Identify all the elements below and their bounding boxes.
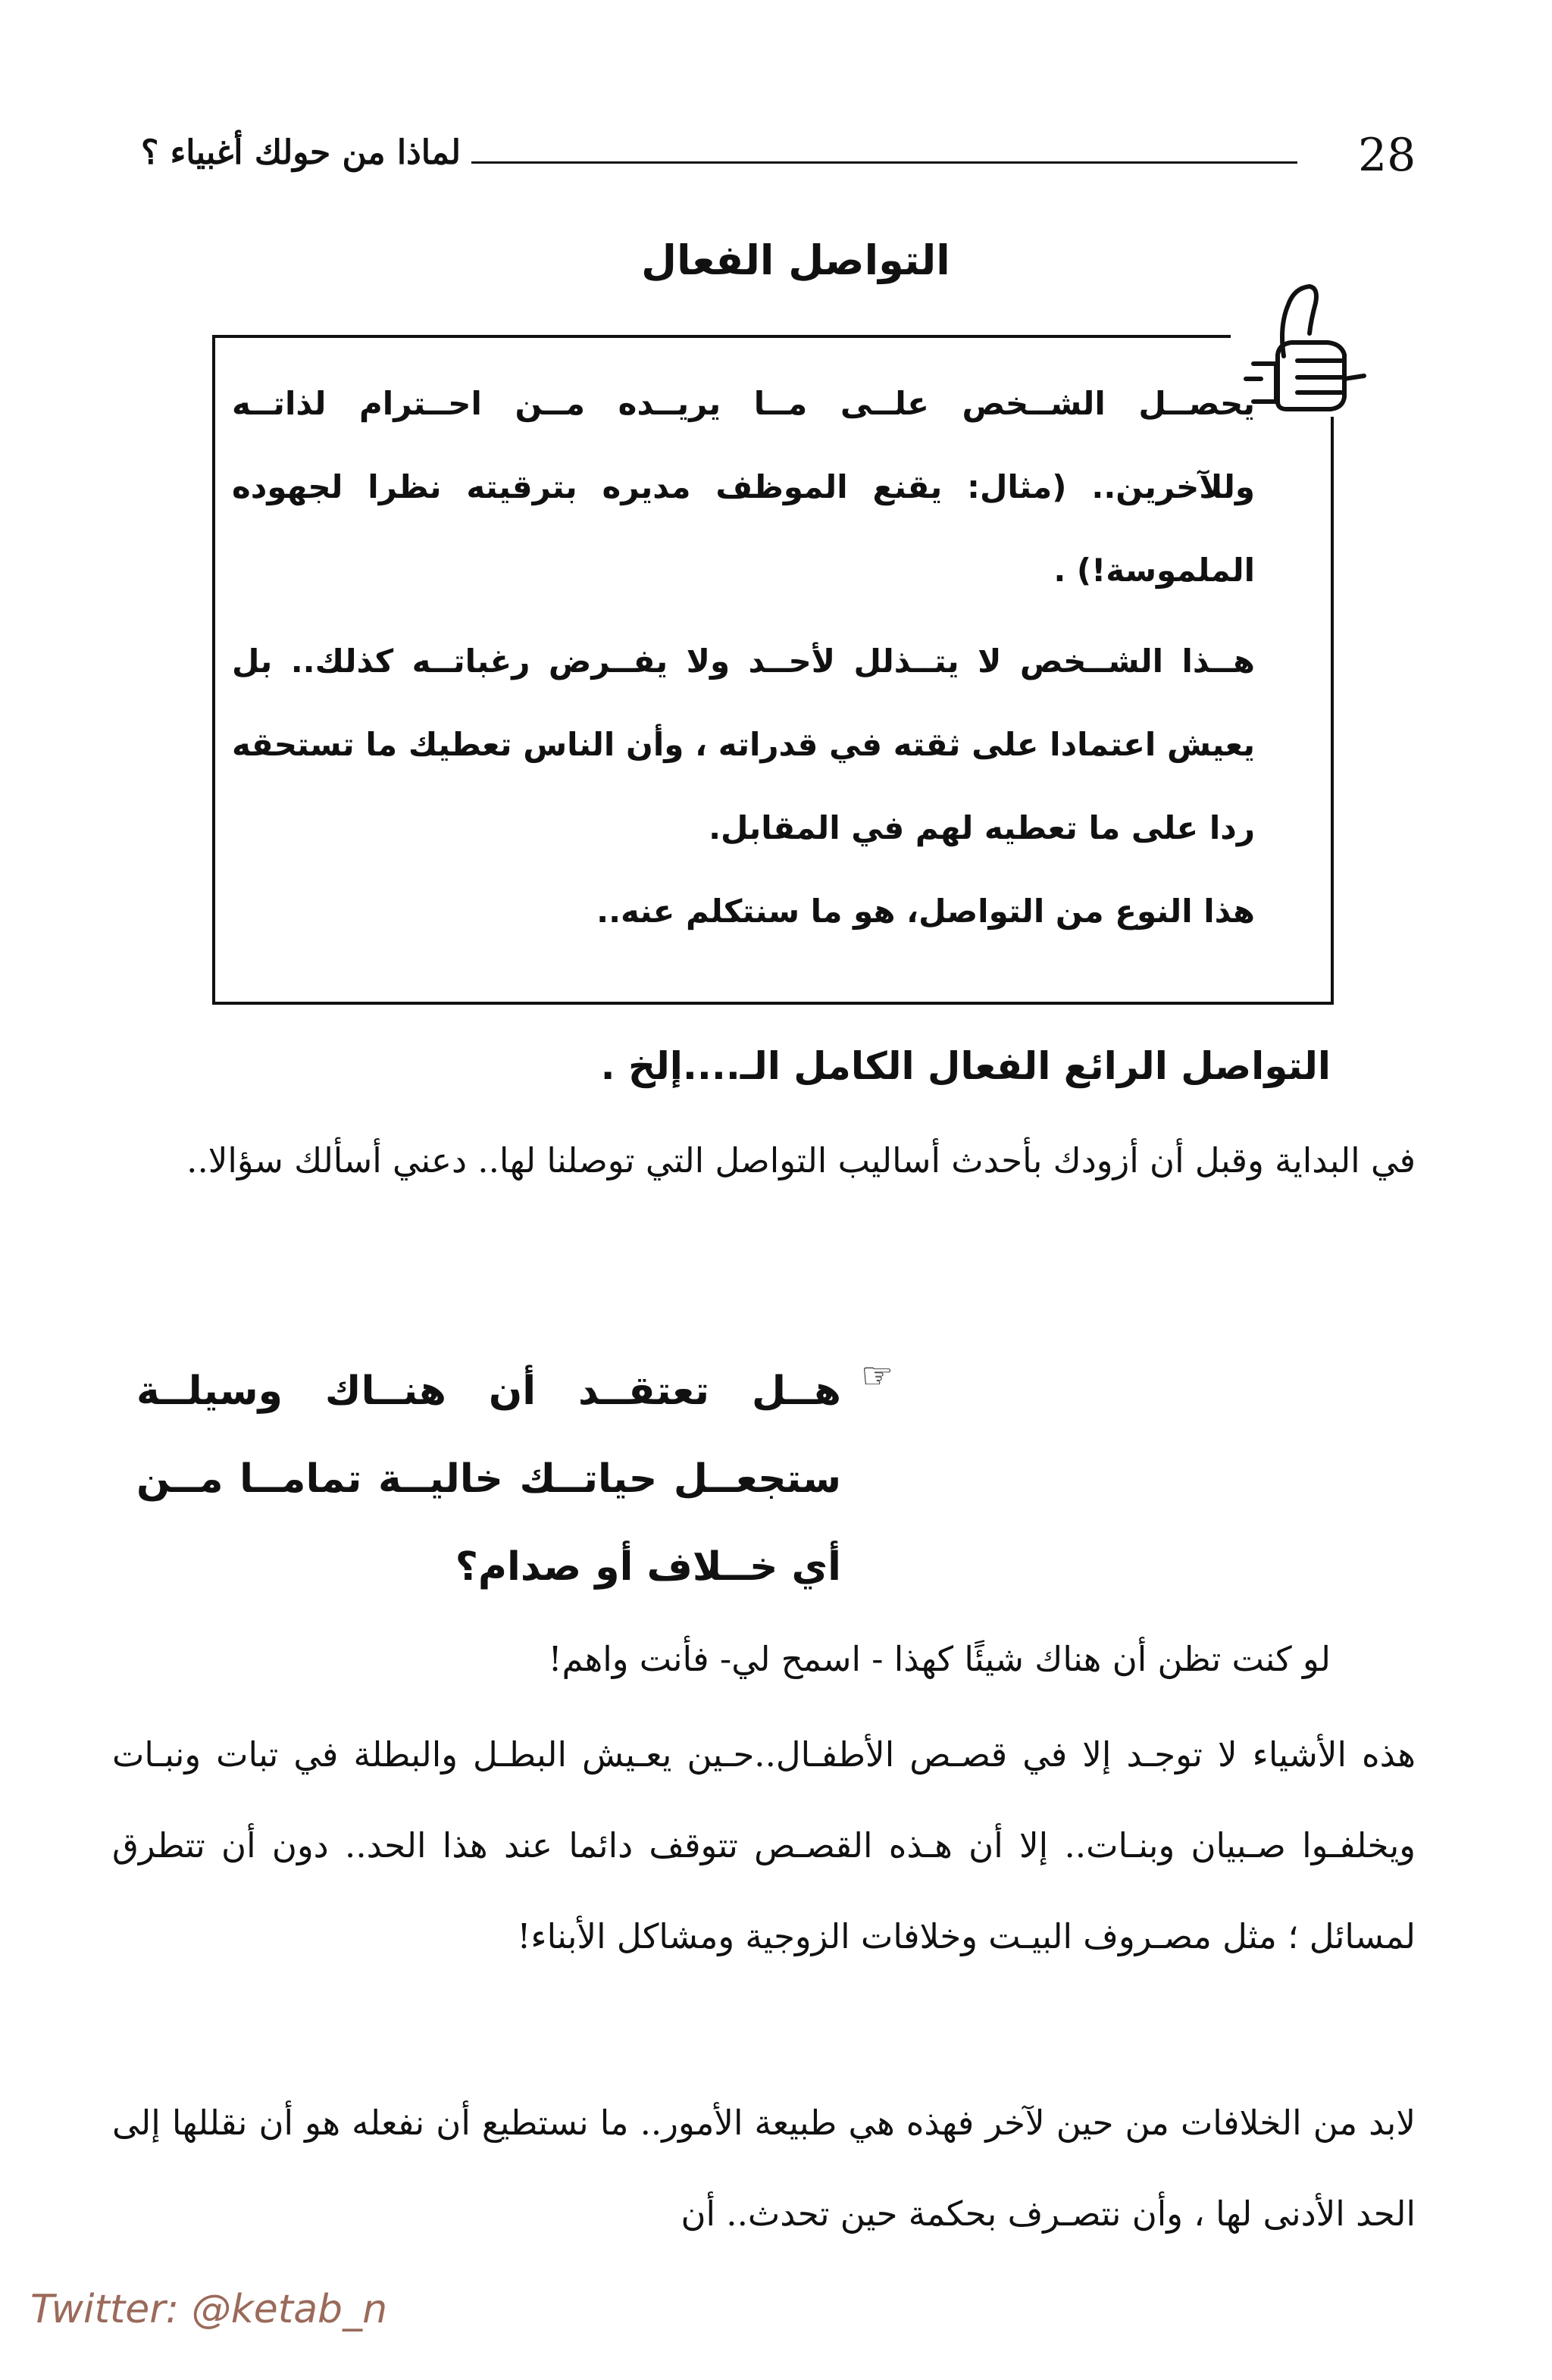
callout-title: التواصل الفعال bbox=[641, 236, 950, 284]
question-text: هــل تعتقــد أن هنــاك وسيلــة ستجعــل حياتــك خاليــة تمامــا مــن أي خــلاف أو صدام؟ bbox=[136, 1368, 841, 1590]
page-number: 28 bbox=[1358, 129, 1416, 182]
body-paragraph-1: لو كنت تظن أن هناك شيئًا كهذا - اسمح لي- فأنت واهم! bbox=[548, 1639, 1331, 1679]
callout-paragraph-1: يحصــل الشــخص علــى مــا يريــده مــن احــترام لذاتــه وللآخرين.. (مثال: يقنع الموظف مديره بترقيته نظرا لجهوده الملموسة!) . bbox=[232, 385, 1255, 589]
pointing-hand-icon: ☞ bbox=[861, 1355, 894, 1397]
watermark: Twitter: @ketab_n bbox=[30, 2287, 388, 2332]
body-paragraph-2: هذه الأشياء لا توجـد إلا في قصـص الأطفـال..حـين يعـيش البطـل والبطلة في تبات ونبـات ويخلفـوا صـبيان وبنـات.. إلا أن هـذه القصـص تتوقف دائما عند هذا الحد.. دون أن تتطرق لمسائل ؛ مثل مصـروف البيـت وخلافات الزوجية ومشاكل الأبناء! bbox=[112, 1734, 1416, 1956]
body-paragraph-3: لابد من الخلافات من حين لآخر فهذه هي طبيعة الأمور.. ما نستطيع أن نفعله هو أن نقللها إلى الحد الأدنى لها ، وأن نتصـرف بحكمة حين تحدث.. أن bbox=[112, 2103, 1416, 2234]
running-title: لماذا من حولك أغبياء ؟ bbox=[140, 133, 461, 172]
callout-paragraph-3: هذا النوع من التواصل، هو ما سنتكلم عنه.. bbox=[596, 893, 1255, 930]
section-title: التواصل الرائع الفعال الكامل الـ....إلخ . bbox=[600, 1044, 1331, 1088]
intro-paragraph: في البداية وقبل أن أزودك بأحدث أساليب التواصل التي توصلنا لها.. دعني أسألك سؤالا.. bbox=[186, 1140, 1416, 1181]
header-rule bbox=[471, 161, 1297, 164]
callout-paragraph-2: هــذا الشــخص لا يتــذلل لأحــد ولا يفــرض رغباتــه كذلك.. بل يعيش اعتمادا على ثقته في قدراته ، وأن الناس تعطيك ما تستحقه ردا على ما تعطيه لهم في المقابل. bbox=[232, 643, 1255, 846]
